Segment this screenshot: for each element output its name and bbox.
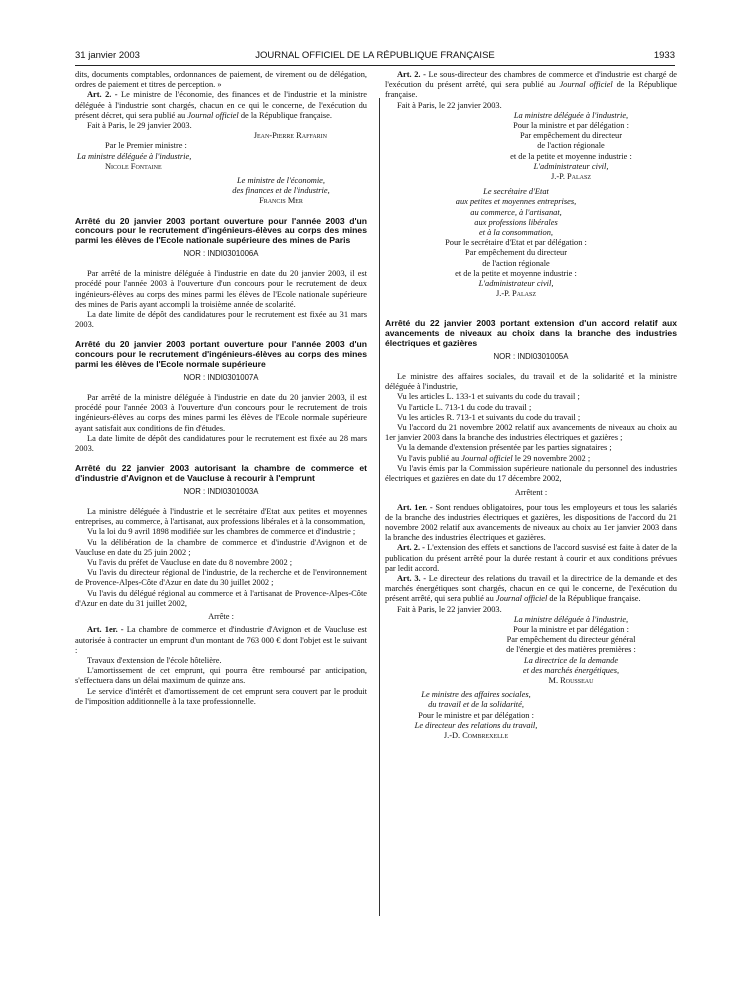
signature-line: et de la petite et moyenne industrie : (510, 151, 632, 161)
article-2 (385, 543, 677, 574)
paragraph: La date limite de dépôt des candidatures pour le recrutement est fixée au 28 mars 2003. (75, 433, 367, 454)
paragraph: La ministre déléguée à l'industrie et le secrétaire d'Etat aux petites et moyennes entreprises, au commerce, à l'artisanat, aux professions libérales et à la consommation, (75, 507, 367, 527)
signature-line: de l'action régionale (537, 141, 605, 151)
right-column (385, 70, 677, 741)
visa: Vu les articles L. 133-1 et suivants du code du travail ; (397, 392, 580, 402)
done-at: Fait à Paris, le 29 janvier 2003. (87, 121, 192, 131)
done-at: Fait à Paris, le 22 janvier 2003. (397, 100, 502, 110)
nor-reference: NOR : INDI0301007A (183, 372, 259, 382)
visa: Vu l'avis du préfet de Vaucluse en date du 8 novembre 2002 ; (87, 558, 293, 568)
signature-line: La ministre déléguée à l'industrie, (513, 614, 629, 624)
signature-line: du travail et de la solidarité, (428, 700, 524, 710)
arretent-heading: Arrêtent : (514, 488, 548, 498)
article-label: Art. 3. - (397, 573, 427, 583)
signature-line: Pour le secrétaire d'Etat et par délégation : (445, 238, 587, 248)
signature-line: aux petites et moyennes entreprises, (455, 197, 577, 207)
signature-line: et à la consommation, (479, 228, 553, 238)
signature-line: La ministre déléguée à l'industrie, (513, 110, 629, 120)
article-text-end: de la République française. (238, 110, 332, 120)
page-header (75, 50, 675, 64)
visa-text-end: le 29 novembre 2002 ; (512, 453, 591, 463)
article-label: Art. 1er. - (87, 625, 124, 635)
visa: Vu l'accord du 21 novembre 2002 relatif aux avancements de niveaux au choix au 1er janvier 2003 dans la branche des industries électriques et gazières ; (385, 423, 677, 443)
arrete-heading: Arrête : (208, 612, 234, 622)
article-label: Art. 1er. - (397, 502, 433, 512)
signature-block-ministre (385, 111, 677, 182)
article-text: L'extension des effets et sanctions de l'accord susvisé est faite à dater de la publication du présent arrêté pour la durée restant à courir et aux conditions prévues par ledit accord. (385, 543, 678, 573)
article-1 (385, 503, 677, 544)
signature-pm: Jean-Pierre Raffarin (253, 131, 327, 141)
par-premier-ministre: Par le Premier ministre : (105, 141, 187, 151)
header-rule (75, 65, 675, 66)
visa: Vu l'avis émis par la Commission supérieure nationale du personnel des industries électriques et gazières en date du 17 décembre 2002, (385, 463, 677, 484)
signature-line: au commerce, à l'artisanat, (470, 207, 562, 217)
signature-name: J.-P. Palasz (550, 172, 592, 182)
visa: Vu la loi du 9 avril 1898 modifiée sur les chambres de commerce et d'industrie ; (87, 527, 356, 537)
article-text: Le directeur des relations du travail et la directrice de la demande et des marchés énergétiques sont chargés, chacun en ce qui le concerne, de l'exécution du présent arrêté, qui sera publié au (385, 573, 678, 604)
article-text-end: de la République française. (547, 594, 641, 604)
signature-name: J.-D. Combrexelle (443, 730, 509, 740)
visa: Vu la délibération de la chambre de commerce et d'industrie d'Avignon et de Vaucluse en date du 25 juin 2002 ; (75, 537, 367, 557)
signature-line: L'administrateur civil, (533, 161, 609, 171)
signature-block-secretaire (385, 187, 677, 299)
article-label: Art. 2. - (397, 543, 425, 553)
signature-line: de l'énergie et des matières premières : (506, 645, 636, 655)
article-text-end: de la République française. (385, 80, 678, 100)
signature-line: et de la petite et moyenne industrie : (455, 268, 577, 278)
decree-title: Arrêté du 22 janvier 2003 portant extension d'un accord relatif aux avancements de niveaux au choix dans la branche des industries électriques et gazières (385, 318, 677, 349)
header-date: 31 janvier 2003 (75, 50, 140, 61)
column-separator (379, 98, 380, 916)
signature-line: L'administrateur civil, (478, 279, 554, 289)
signature-block-travail (385, 690, 677, 741)
signature-line: Par empêchement du directeur général (506, 635, 636, 645)
ministre-industrie-title: La ministre déléguée à l'industrie, (77, 151, 192, 161)
nor-reference: NOR : INDI0301006A (183, 249, 259, 259)
article-label: Art. 2. - (87, 90, 118, 100)
journal-ref: Journal officiel (187, 110, 239, 120)
signature-mer: Francis Mer (259, 196, 303, 206)
signature-line: Pour la ministre et par délégation : (513, 624, 629, 634)
signature-name: J.-P. Palasz (495, 289, 537, 299)
visa: Vu les articles R. 713-1 et suivants du code du travail ; (397, 412, 581, 422)
paragraph: Le ministre des affaires sociales, du travail et de la solidarité et la ministre déléguée à l'industrie, (385, 372, 677, 392)
signature-line: Pour le ministre et par délégation : (418, 710, 534, 720)
header-title: JOURNAL OFFICIEL DE LA RÉPUBLIQUE FRANÇAISE (255, 50, 495, 61)
decree-title: Arrêté du 20 janvier 2003 portant ouverture pour l'année 2003 d'un concours pour le recrutement d'ingénieurs-élèves au corps des mines parmi les élèves de l'Ecole nationale supérieure des mines de Paris (75, 215, 367, 246)
visa: Vu l'avis du directeur régional de l'industrie, de la recherche et de l'environnement de Provence-Alpes-Côte d'Azur en date du 30 juillet 2002 ; (75, 568, 367, 588)
paragraph: L'amortissement de cet emprunt, qui pourra être remboursé par anticipation, s'effectuera dans un délai maximum de quinze ans. (75, 666, 367, 686)
paragraph: Le service d'intérêt et d'amortissement de cet emprunt sera couvert par le produit de l'imposition additionnelle à la taxe professionnelle. (75, 686, 367, 706)
article-1 (75, 625, 367, 656)
decree-title: Arrêté du 22 janvier 2003 autorisant la chambre de commerce et d'industrie d'Avignon et de Vaucluse à recourir à l'emprunt (75, 463, 367, 484)
signature-line: Le ministre des affaires sociales, (421, 690, 531, 700)
article-2 (75, 90, 367, 121)
signature-line: aux professions libérales (474, 217, 558, 227)
paragraph: Par arrêté de la ministre déléguée à l'industrie en date du 20 janvier 2003, il est procédé pour l'année 2003 à l'ouverture d'un concours pour le recrutement de deux ingénieurs-élèves au corps des mines parmi les élèves de l'Ecole nationale supérieure des mines de Paris ayant accompli la troisième année de scolarité. (75, 269, 367, 309)
signature-block-energie (385, 615, 677, 686)
article-text: Le sous-directeur des chambres de commerce et d'industrie est chargé de l'exécution du présent arrêté, qui sera publié au (385, 70, 678, 90)
ministre-economie-title-2: des finances et de l'industrie, (232, 186, 330, 196)
nor-reference: NOR : INDI0301005A (493, 351, 569, 361)
signature-fontaine: Nicole Fontaine (105, 161, 162, 171)
nor-reference: NOR : INDI0301003A (183, 486, 259, 496)
visa: Vu l'avis du délégué régional au commerce et à l'artisanat de Provence-Alpes-Côte d'Azur en date du 31 juillet 2002, (75, 588, 367, 608)
article-text: Sont rendues obligatoires, pour tous les employeurs et tous les salariés de la branche des industries électriques et gazières, les dispositions de l'accord du 21 novembre 2002 relatif aux avancements de niveaux au choix au 1er janvier 2003 dans la branche des industries électriques et gazières. (385, 502, 677, 543)
article-text: Le ministre de l'économie, des finances et de l'industrie et la ministre déléguée à l'industrie sont chargés, chacun en ce qui le concerne, de l'exécution du présent décret, qui sera publié au (75, 90, 367, 120)
article-text: La chambre de commerce et d'industrie d'Avignon et de Vaucluse est autorisée à contracter un emprunt d'un montant de 763 000 € dont l'objet est le suivant : (75, 625, 367, 655)
paragraph: Par arrêté de la ministre déléguée à l'industrie en date du 20 janvier 2003, il est procédé pour l'année 2003 à l'ouverture d'un concours pour le recrutement de trois ingénieurs-élèves au corps des mines parmi les élèves de l'Ecole normale supérieure ayant satisfait aux conditions de fin d'études. (75, 393, 367, 433)
journal-ref: Journal officiel (495, 594, 548, 604)
paragraph: La date limite de dépôt des candidatures pour le recrutement est fixée au 31 mars 2003. (75, 310, 367, 330)
article-label: Art. 2. - (397, 70, 426, 79)
article-2 (385, 70, 677, 101)
decree-title: Arrêté du 20 janvier 2003 portant ouverture pour l'année 2003 d'un concours pour le recrutement d'ingénieurs-élèves au corps des mines parmi les élèves de l'Ecole normale supérieure (75, 339, 367, 370)
signature-line: de l'action régionale (482, 258, 550, 268)
signature-line: Par empêchement du directeur (464, 248, 568, 258)
visa-text: Vu l'avis publié au (397, 453, 462, 463)
left-column (75, 70, 367, 707)
done-at: Fait à Paris, le 22 janvier 2003. (397, 604, 502, 614)
visa: Vu l'article L. 713-1 du code du travail ; (397, 402, 532, 412)
visa (385, 454, 677, 464)
journal-ref: Journal officiel (461, 453, 513, 463)
signature-name: M. Rousseau (548, 675, 594, 685)
paragraph: Travaux d'extension de l'école hôtelière. (87, 655, 222, 665)
signature-line: et des marchés énergétiques, (522, 665, 620, 675)
visa: Vu la demande d'extension présentée par les parties signataires ; (397, 443, 612, 453)
signature-line: Le directeur des relations du travail, (414, 720, 538, 730)
ministre-economie-title-1: Le ministre de l'économie, (236, 176, 325, 186)
signature-line: Par empêchement du directeur (519, 131, 623, 141)
signature-line: Le secrétaire d'Etat (483, 187, 549, 197)
header-page-number: 1933 (653, 50, 675, 61)
signature-line: La directrice de la demande (523, 655, 619, 665)
journal-ref: Journal officiel (559, 80, 613, 90)
article-3 (385, 574, 677, 605)
signature-line: Pour la ministre et par délégation : (513, 121, 629, 131)
paragraph: dits, documents comptables, ordonnances de paiement, de virement ou de délégation, ordres de paiement et titres de perception. » (75, 70, 367, 90)
